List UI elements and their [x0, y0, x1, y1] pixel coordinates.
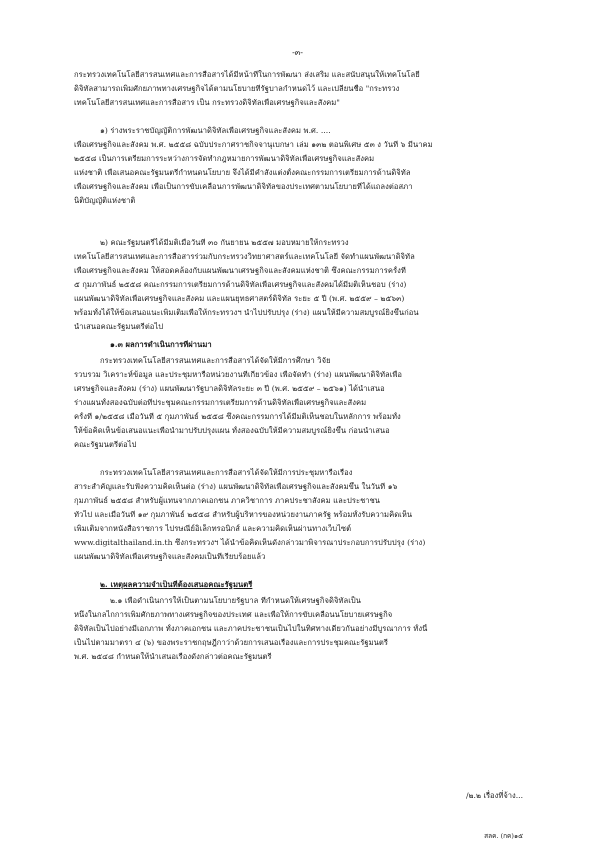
continue-text: /๒.๒ เรื่องที่จ้าง... — [465, 791, 523, 800]
text-line: ๑) ร่างพระราชบัญญัติการพัฒนาดิจิทัลเพื่อเศรษฐกิจและสังคม พ.ศ. .... — [100, 126, 331, 135]
text-line: แผนพัฒนาดิจิทัลเพื่อเศรษฐกิจและสังคมเป็นที่เรียบร้อยแล้ว — [74, 552, 266, 561]
text-line: นำเสนอคณะรัฐมนตรีต่อไป — [74, 322, 164, 331]
text-line: คณะรัฐมนตรีต่อไป — [74, 440, 137, 449]
text-line: แห่งชาติ เพื่อเสนอคณะรัฐมนตรีกำหนดนโยบาย จึงได้มีคำสั่งแต่งตั้งคณะกรรมการเตรียมการด้านดิจิทัล — [74, 168, 411, 177]
text-line: เทคโนโลยีสารสนเทศและการสื่อสารร่วมกับกระทรวงวิทยาศาสตร์และเทคโนโลยี จัดทำแผนพัฒนาดิจิทัล — [74, 252, 415, 261]
section-heading: ๒. เหตุผลความจำเป็นที่ต้องเสนอคณะรัฐมนตรี — [100, 580, 253, 589]
text-line: ทั่วไป และเมื่อวันที่ ๑๙ กุมภาพันธ์ ๒๕๕๘ สำหรับผู้บริหารของหน่วยงานภาครัฐ พร้อมทั้งรับความคิดเห็น — [74, 510, 413, 519]
text-line: ดิจิทัลสามารถเพิ่มศักยภาพทางเศรษฐกิจได้ตามนโยบายที่รัฐบาลกำหนดไว้ และเปลี่ยนชื่อ "กระทรวง — [74, 84, 400, 93]
text-line: เพื่อเศรษฐกิจและสังคม พ.ศ. ๒๕๕๘ ฉบับประกาศราชกิจจานุเบกษา เล่ม ๑๓๒ ตอนพิเศษ ๕๓ ง วันที่ ๖ มีนาคม — [74, 140, 433, 149]
text-line: เป็นไปตามมาตรา ๔ (๖) ของพระราชกฤษฎีกาว่าด้วยการเสนอเรื่องและการประชุมคณะรัฐมนตรี — [74, 638, 388, 647]
text-line: พร้อมทั้งได้ให้ข้อเสนอแนะเพิ่มเติมเพื่อให้กระทรวงฯ นำไปปรับปรุง (ร่าง) แผนให้มีความสมบูรณ์ยิ่งขึ้นก่อน — [74, 308, 419, 317]
text-line: ดิจิทัลเป็นไปอย่างมีเอกภาพ ทั้งภาคเอกชน และภาคประชาชนเป็นไปในทิศทางเดียวกันอย่างมีบูรณาการ ทั้งนี้ — [74, 624, 428, 633]
text-line: ให้ข้อคิดเห็นข้อเสนอแนะเพื่อนำมาปรับปรุงแผน ทั้งสองฉบับให้มีความสมบูรณ์ยิ่งขึ้น ก่อนนำเสนอ — [74, 426, 390, 435]
section-heading: ๑.๓ ผลการดำเนินการที่ผ่านมา — [110, 340, 212, 349]
document-code: สลค. (กค)๑๕ — [484, 832, 523, 840]
text-line: พ.ศ. ๒๕๔๘ กำหนดให้นำเสนอเรื่องดังกล่าวต่อคณะรัฐมนตรี — [74, 652, 272, 661]
text-line: ๒๕๕๘ เป็นการเตรียมการระหว่างการจัดทำกฎหมายการพัฒนาดิจิทัลเพื่อเศรษฐกิจและสังคม — [74, 154, 375, 163]
text-line: ครั้งที่ ๑/๒๕๕๘ เมื่อวันที่ ๕ กุมภาพันธ์ ๒๕๕๘ ซึ่งคณะกรรมการได้มีมติเห็นชอบในหลักการ พร้อมทั้ง — [74, 412, 401, 421]
text-line: สาระสำคัญและรับฟังความคิดเห็นต่อ (ร่าง) แผนพัฒนาดิจิทัลเพื่อเศรษฐกิจและสังคมขึ้น ในวันที่ ๑๖ — [74, 482, 398, 491]
text-line: ๕ กุมภาพันธ์ ๒๕๕๘ คณะกรรมการเตรียมการด้านดิจิทัลเพื่อเศรษฐกิจและสังคมได้มีมติเห็นชอบ (ร่าง) — [74, 280, 407, 289]
text-line: กระทรวงเทคโนโลยีสารสนเทศและการสื่อสารได้จัดให้มีการประชุมหารือเรื่อง — [100, 468, 353, 477]
page-number: -๓- — [292, 48, 303, 57]
text-line: นิติบัญญัติแห่งชาติ — [74, 196, 136, 205]
text-line: เพื่อเศรษฐกิจและสังคม เพื่อเป็นการขับเคลื่อนการพัฒนาดิจิทัลของประเทศตามนโยบายที่ได้แถลงต่อสภา — [74, 182, 413, 191]
text-line: กระทรวงเทคโนโลยีสารสนเทศและการสื่อสารได้มีหน้าที่ในการพัฒนา ส่งเสริม และสนับสนุนให้เทคโนโลยี — [74, 70, 420, 79]
text-line: เศรษฐกิจและสังคม (ร่าง) แผนพัฒนารัฐบาลดิจิทัลระยะ ๓ ปี (พ.ศ. ๒๕๕๙ – ๒๕๖๑) ได้นำเสนอ — [74, 384, 385, 393]
text-line: ร่างแผนทั้งสองฉบับต่อที่ประชุมคณะกรรมการเตรียมการด้านดิจิทัลเพื่อเศรษฐกิจและสังคม — [74, 398, 367, 407]
text-line: กุมภาพันธ์ ๒๕๕๘ สำหรับผู้แทนจากภาคเอกชน ภาควิชาการ ภาคประชาสังคม และประชาชน — [74, 496, 381, 505]
text-line: หนึ่งในกลไกการเพิ่มศักยภาพทางเศรษฐกิจของประเทศ และเพื่อให้การขับเคลื่อนนโยบายเศรษฐกิจ — [74, 610, 393, 619]
text-line: www.digitalthailand.in.th ซึ่งกระทรวงฯ ได้นำข้อคิดเห็นดังกล่าวมาพิจารณาประกอบการปรับปรุง (ร่าง) — [74, 538, 426, 547]
text-line: เพิ่มเติมจากหนังสือราชการ ไปรษณีย์อิเล็กทรอนิกส์ และความคิดเห็นผ่านทางเว็บไซต์ — [74, 524, 352, 533]
text-line: แผนพัฒนาดิจิทัลเพื่อเศรษฐกิจและสังคม และแผนยุทธศาสตร์ดิจิทัล ระยะ ๕ ปี (พ.ศ. ๒๕๕๙ – ๒๕๖๓) — [74, 294, 405, 303]
text-line: เทคโนโลยีสารสนเทศและการสื่อสาร เป็น กระทรวงดิจิทัลเพื่อเศรษฐกิจและสังคม" — [74, 98, 340, 107]
text-line: ๒.๑ เพื่อดำเนินการให้เป็นตามนโยบายรัฐบาล ที่กำหนดให้เศรษฐกิจดิจิทัลเป็น — [110, 596, 361, 605]
text-line: ๒) คณะรัฐมนตรีได้มีมติเมื่อวันที่ ๓๐ กันยายน ๒๕๕๗ มอบหมายให้กระทรวง — [100, 238, 349, 247]
text-line: กระทรวงเทคโนโลยีสารสนเทศและการสื่อสารได้จัดให้มีการศึกษา วิจัย — [100, 356, 331, 365]
text-line: เพื่อเศรษฐกิจและสังคม ให้สอดคล้องกับแผนพัฒนาเศรษฐกิจและสังคมแห่งชาติ ซึ่งคณะกรรมการครั้งที่ — [74, 266, 406, 275]
text-line: รวบรวม วิเคราะห์ข้อมูล และประชุมหารือหน่วยงานที่เกี่ยวข้อง เพื่อจัดทำ (ร่าง) แผนพัฒนาดิจิทัลเพื่อ — [74, 370, 403, 379]
